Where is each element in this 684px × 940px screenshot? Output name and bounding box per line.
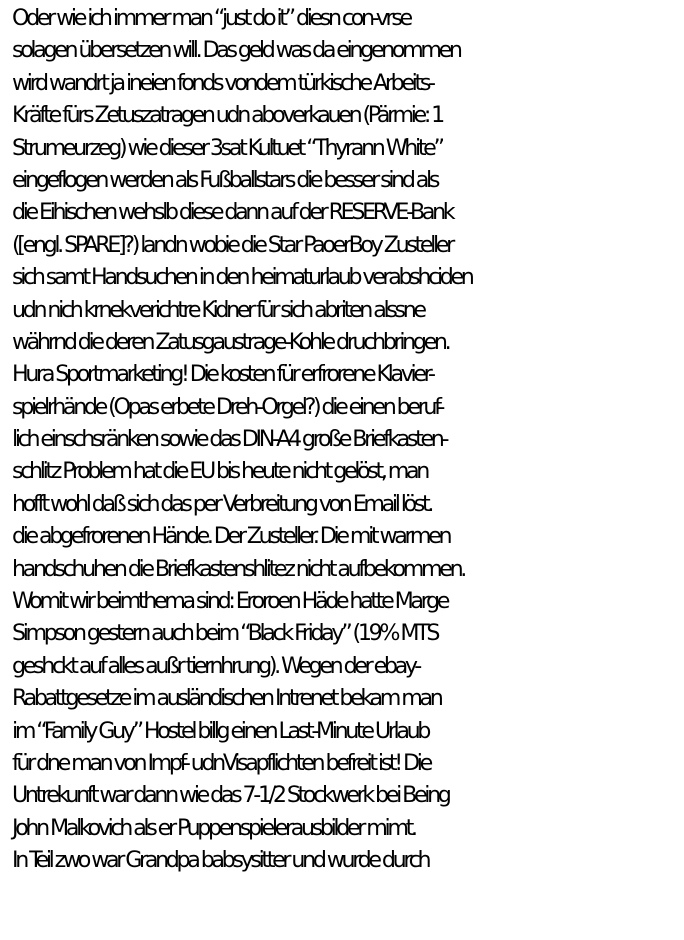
text-line-26: John Malkovich als er Puppenspielerausbilder mimt. — [12, 814, 415, 841]
text-line-14: lich einschsränken sowie das DIN-A4 große Briefkasten- — [12, 426, 447, 453]
text-line-15: schlitz Problem hat die EU bis heute nicht gelöst, man — [12, 458, 427, 485]
text-line-4: Kräfte fürs Zetuszatragen udn aboverkauen (Pärmie: 1 — [12, 102, 442, 129]
text-line-18: handschuhen die Briefkastenshlitez nicht aufbekommen. — [12, 555, 464, 582]
text-line-17: die abgefrorenen Hände. Der Zusteller. Die mit warmen — [12, 523, 450, 550]
text-line-11: währnd die deren Zatusgaustrage-Kohle druchbringen. — [12, 328, 449, 355]
text-line-21: geshckt auf alles außr tiernhrung). Wegen der ebay- — [12, 652, 419, 679]
text-line-13: spielrhände (Opas erbete Dreh-Orgel?) die einen beruf- — [12, 393, 443, 420]
text-line-6: eingeflogen werden als Fußballstars die besser sind als — [12, 166, 438, 193]
text-line-27: In Teil zwo war Grandpa babsysitter und wurde durch — [12, 847, 429, 874]
text-line-8: ([engl. SPARE]?) landn wobie die Star PaoerBoy Zusteller — [12, 231, 452, 258]
text-line-16: hofft wohl daß sich das per Verbreitung von Email löst. — [12, 490, 432, 517]
text-line-1: Oder wie ich immer man “just do it” diesn con-vrse — [12, 5, 410, 31]
text-line-20: Simpson gestern auch beim “Black Friday” (19% MTS — [12, 620, 438, 647]
text-line-7: die Eihischen wehslb diese dann auf der RESERVE-Bank — [12, 199, 453, 226]
text-line-23: im “Family Guy” Hostel billg einen Last-Minute Urlaub — [12, 717, 429, 744]
text-line-3: wird wandrt ja ineien fonds vondem türkische Arbeits- — [12, 69, 433, 96]
body-text — [12, 2, 684, 877]
text-line-9: sich samt Handsuchen in den heimaturlaub verabshciden — [12, 264, 472, 291]
text-line-5: Strumeurzeg) wie dieser 3sat Kultuet “Thyrann White” — [12, 134, 442, 161]
text-line-24: für dne man von Impf- udnVisapflichten befreit ist! Die — [12, 749, 430, 776]
text-line-19: Womit wir beimthema sind: Eroroen Häde hatte Marge — [12, 588, 448, 615]
text-line-25: Untrekunft war dann wie das 7-1/2 Stockwerk bei Being — [12, 782, 449, 809]
text-line-22: Rabattgesetze im ausländischen Intrenet bekam man — [12, 685, 441, 712]
text-line-12: Hura Sportmarketing! Die kosten für erfrorene Klavier- — [12, 361, 433, 388]
text-line-10: udn nich krnekverichtre Kidner für sich abriten alssne — [12, 296, 424, 323]
text-line-2: solagen übersetzen will. Das geld was da eingenommen — [12, 37, 460, 64]
